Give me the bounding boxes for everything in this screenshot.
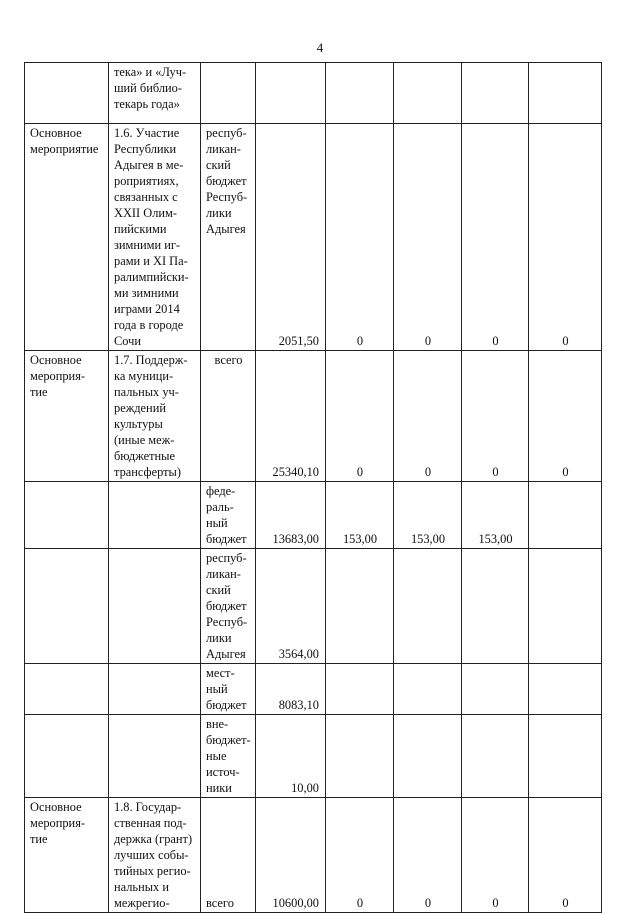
amount-cell: 0 bbox=[326, 351, 394, 482]
event-kind-cell: Основное мероприя- тие bbox=[25, 798, 109, 913]
amount-cell bbox=[256, 63, 326, 124]
table-row bbox=[25, 798, 602, 913]
funding-source-cell: всего bbox=[201, 798, 256, 913]
event-name-cell bbox=[109, 482, 201, 549]
amount-cell: 8083,10 bbox=[256, 664, 326, 715]
funding-source-cell bbox=[201, 63, 256, 124]
funding-source-cell: вне- бюджет- ные источ- ники bbox=[201, 715, 256, 798]
event-name-cell: 1.6. Участие Республики Адыгея в ме- роприятиях, связанных с XXII Олим- пийскими зимними иг- рами и XI Па- ралимпийски- ми зимними играми 2014 года в городе Сочи bbox=[109, 124, 201, 351]
event-name-cell: тека» и «Луч- ший библио- текарь года» bbox=[109, 63, 201, 124]
amount-cell bbox=[326, 63, 394, 124]
event-name-cell: 1.8. Государ- ственная под- держка (грант) лучших собы- тийных регио- нальных и межрегио- bbox=[109, 798, 201, 913]
amount-cell bbox=[529, 63, 602, 124]
table-row bbox=[25, 549, 602, 664]
amount-cell bbox=[462, 715, 529, 798]
amount-cell: 0 bbox=[462, 798, 529, 913]
amount-cell: 0 bbox=[529, 351, 602, 482]
amount-cell bbox=[326, 715, 394, 798]
amount-cell bbox=[394, 664, 462, 715]
event-kind-cell: Основное мероприятие bbox=[25, 124, 109, 351]
event-kind-cell bbox=[25, 715, 109, 798]
amount-cell: 3564,00 bbox=[256, 549, 326, 664]
amount-cell bbox=[326, 549, 394, 664]
event-name-cell: 1.7. Поддерж- ка муници- пальных уч- реждений культуры (иные меж- бюджетные трансферты) bbox=[109, 351, 201, 482]
amount-cell: 10600,00 bbox=[256, 798, 326, 913]
budget-table bbox=[24, 62, 602, 913]
amount-cell bbox=[394, 715, 462, 798]
amount-cell: 0 bbox=[462, 351, 529, 482]
amount-cell: 0 bbox=[394, 351, 462, 482]
amount-cell bbox=[529, 549, 602, 664]
event-kind-cell: Основное мероприя- тие bbox=[25, 351, 109, 482]
amount-cell: 13683,00 bbox=[256, 482, 326, 549]
amount-cell: 0 bbox=[326, 124, 394, 351]
table-row bbox=[25, 482, 602, 549]
amount-cell bbox=[394, 549, 462, 664]
event-name-cell bbox=[109, 549, 201, 664]
event-name-cell bbox=[109, 715, 201, 798]
amount-cell bbox=[529, 715, 602, 798]
table-row bbox=[25, 63, 602, 124]
amount-cell: 153,00 bbox=[462, 482, 529, 549]
event-kind-cell bbox=[25, 664, 109, 715]
amount-cell: 25340,10 bbox=[256, 351, 326, 482]
table-row bbox=[25, 715, 602, 798]
amount-cell: 0 bbox=[326, 798, 394, 913]
amount-cell bbox=[529, 664, 602, 715]
amount-cell: 10,00 bbox=[256, 715, 326, 798]
amount-cell bbox=[462, 549, 529, 664]
amount-cell bbox=[462, 63, 529, 124]
amount-cell: 0 bbox=[529, 798, 602, 913]
funding-source-cell: респуб- ликан- ский бюджет Респуб- лики Адыгея bbox=[201, 549, 256, 664]
amount-cell: 0 bbox=[529, 124, 602, 351]
amount-cell bbox=[394, 63, 462, 124]
amount-cell: 153,00 bbox=[394, 482, 462, 549]
table-row bbox=[25, 351, 602, 482]
amount-cell: 0 bbox=[394, 124, 462, 351]
amount-cell bbox=[529, 482, 602, 549]
event-kind-cell bbox=[25, 482, 109, 549]
amount-cell bbox=[326, 664, 394, 715]
table-row bbox=[25, 664, 602, 715]
page-number: 4 bbox=[316, 40, 324, 55]
amount-cell: 0 bbox=[394, 798, 462, 913]
event-kind-cell bbox=[25, 549, 109, 664]
event-name-cell bbox=[109, 664, 201, 715]
table-row bbox=[25, 124, 602, 351]
amount-cell bbox=[462, 664, 529, 715]
event-kind-cell bbox=[25, 63, 109, 124]
amount-cell: 153,00 bbox=[326, 482, 394, 549]
funding-source-cell: мест- ный бюджет bbox=[201, 664, 256, 715]
funding-source-cell: всего bbox=[201, 351, 256, 482]
funding-source-cell: респуб- ликан- ский бюджет Респуб- лики Адыгея bbox=[201, 124, 256, 351]
funding-source-cell: феде- раль- ный бюджет bbox=[201, 482, 256, 549]
amount-cell: 0 bbox=[462, 124, 529, 351]
amount-cell: 2051,50 bbox=[256, 124, 326, 351]
